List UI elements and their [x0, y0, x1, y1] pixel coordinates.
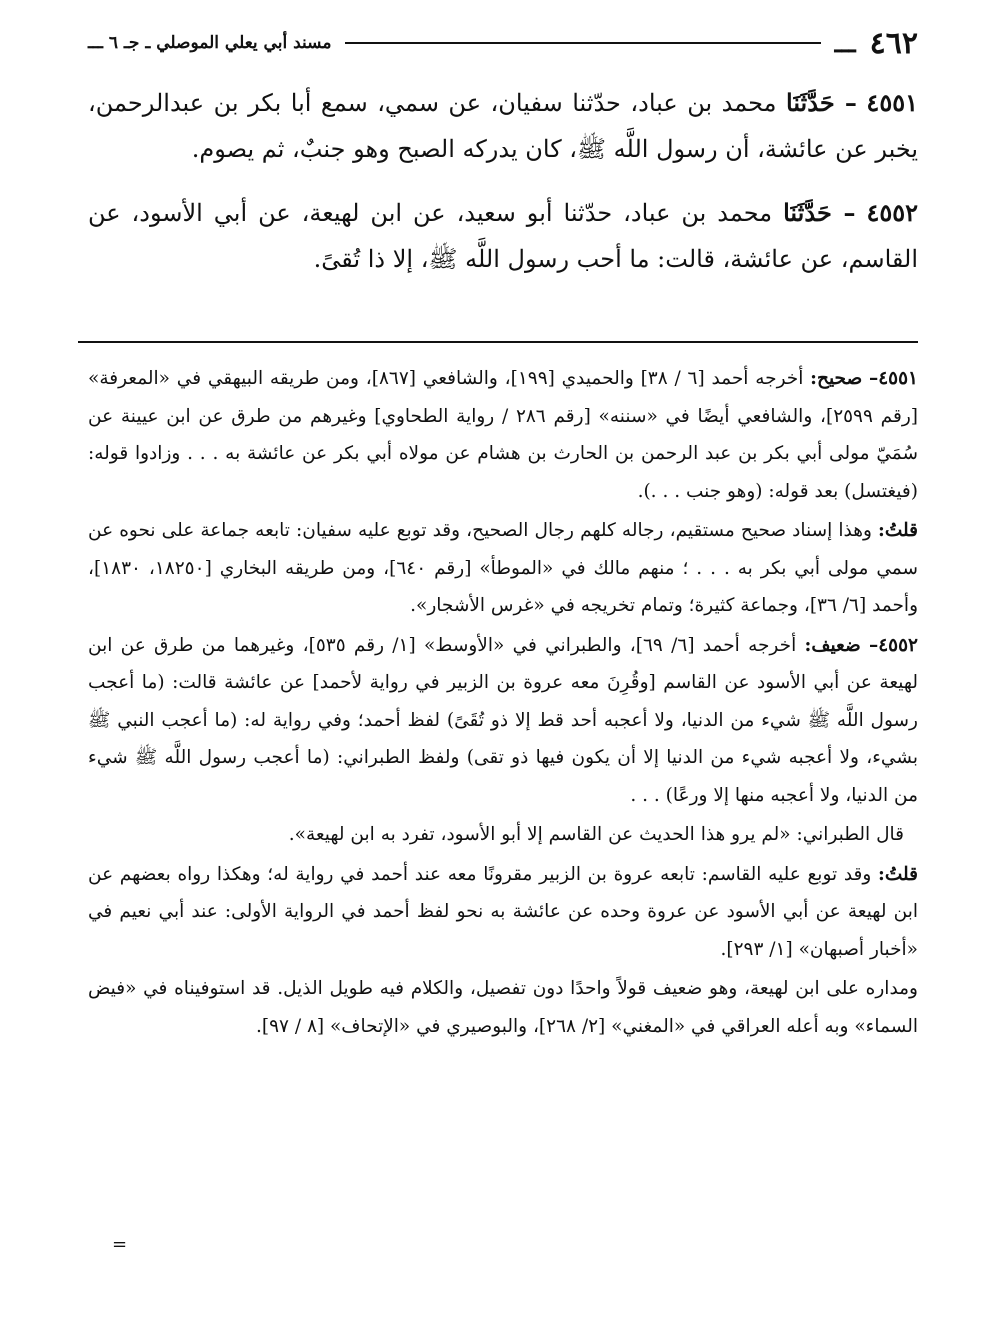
note-text: وهذا إسناد صحيح مستقيم، رجاله كلهم رجال الصحيح، وقد توبع عليه سفيان: تابعه جماعة على نحوه عن سمي مولى أبي بكر به . . . ؛ منهم مالك في «الموطأ» [رقم ٦٤٠]، ومن طريقه البخاري [١٨٢٥٠، ١٨٣٠]، وأحمد [٦/ ٣٦]، وجماعة كثيرة؛ وتمام تخريجه في «غرس الأشجار». [88, 520, 918, 616]
note-text: أخرجه أحمد [٦/ ٦٩]، والطبراني في «الأوسط» [١/ رقم ٥٣٥]، وغيرهما من طرق عن ابن لهيعة عن أبي الأسود عن القاسم [وقُرِنَ معه عروة بن الزبير في رواية لأحمد] عن عائشة قالت: (ما أعجب رسول اللَّه ﷺ شيء من الدنيا، ولا أعجبه أحد قط إلا ذو تُقَىً) لفظ أحمد؛ وفي رواية له: (ما أعجب النبي ﷺ بشيء، ولا أعجبه شيء من الدنيا إلا أن يكون فيها ذو تقى) ولفظ الطبراني: (ما أعجب رسول اللَّه ﷺ شيء من الدنيا، ولا أعجبه منها إلا ورعًا) . . . [88, 634, 918, 806]
note-comment-4552 [88, 856, 918, 969]
note-text: قال الطبراني: «لم يرو هذا الحديث عن القاسم إلا أبو الأسود، تفرد به ابن لهيعة». [288, 824, 904, 845]
hadith-4552 [88, 190, 918, 282]
hadith-number: ٤٥٥١ [866, 88, 918, 117]
page-number: ٤٦٢ [869, 25, 918, 61]
footnotes [88, 360, 918, 1047]
header-rule [345, 42, 820, 44]
header-dash: ـــ [834, 28, 856, 58]
note-grade: ضعيف: [804, 634, 861, 656]
note-number: ٤٥٥١– [868, 368, 918, 389]
note-conclusion [88, 970, 918, 1045]
main-text [88, 80, 918, 300]
book-title: مسند أبي يعلي الموصلي ـ جـ ٦ ـــ [88, 33, 332, 53]
note-qult: قلتُ: [878, 863, 918, 885]
hadith-number: ٤٥٥٢ [866, 198, 918, 227]
note-4552 [88, 627, 918, 815]
hadith-4551 [88, 80, 918, 172]
note-tabarani-quote [88, 816, 918, 854]
note-comment-4551 [88, 512, 918, 625]
hadith-opener: – حَدَّثَنَا [783, 198, 856, 227]
hadith-text: محمد بن عباد، حدّثنا سفيان، عن سمي، سمع أبا بكر بن عبدالرحمن، يخبر عن عائشة، أن رسول اللَّه ﷺ، كان يدركه الصبح وهو جنبٌ، ثم يصوم. [88, 89, 918, 163]
note-4551 [88, 360, 918, 510]
hadith-text: محمد بن عباد، حدّثنا أبو سعيد، عن ابن لهيعة، عن أبي الأسود، عن القاسم، عن عائشة، قالت: ما أحب رسول اللَّه ﷺ، إلا ذا تُقىً. [88, 199, 918, 273]
hadith-opener: – حَدَّثَنَا [786, 88, 857, 117]
note-qult: قلتُ: [878, 520, 918, 541]
note-text: ومداره على ابن لهيعة، وهو ضعيف قولاً واحدًا دون تفصيل، والكلام فيه طويل الذيل. قد استوفيناه في «فيض السماء» وبه أعله العراقي في «المغني» [٢/ ٢٦٨]، والبوصيري في «الإتحاف» [٨ / ٩٧]. [88, 978, 918, 1037]
note-grade: صحيح: [810, 368, 863, 389]
document-page [88, 0, 918, 1339]
note-number: ٤٥٥٢– [868, 634, 918, 656]
footnote-separator [78, 341, 918, 343]
note-text: وقد توبع عليه القاسم: تابعه عروة بن الزبير مقرونًا معه عند أحمد في رواية له؛ وهكذا رواه بعضهم عن ابن لهيعة عن أبي الأسود عن عروة وحده عن عائشة به نحو لفظ أحمد في الرواية الأولى: عند أبي نعيم في «أخبار أصبهان» [١/ ٢٩٣]. [88, 863, 918, 960]
note-text: أخرجه أحمد [٦ / ٣٨] والحميدي [١٩٩]، والشافعي [٨٦٧]، ومن طريقه البيهقي في «المعرفة» [رقم ٢٥٩٩]، والشافعي أيضًا في «سننه» [رقم ٢٨٦ / رواية الطحاوي] وغيرهم من طرق عن ابن عيينة عن سُمَيّ مولى أبي بكر بن عبد الرحمن بن الحارث بن هشام عن مولاه أبي بكر عن عائشة به . . . وزادوا قوله: (فيغتسل) بعد قوله: (وهو جنب . . .). [88, 368, 918, 502]
continuation-mark: = [112, 1234, 128, 1255]
running-header [88, 26, 918, 60]
